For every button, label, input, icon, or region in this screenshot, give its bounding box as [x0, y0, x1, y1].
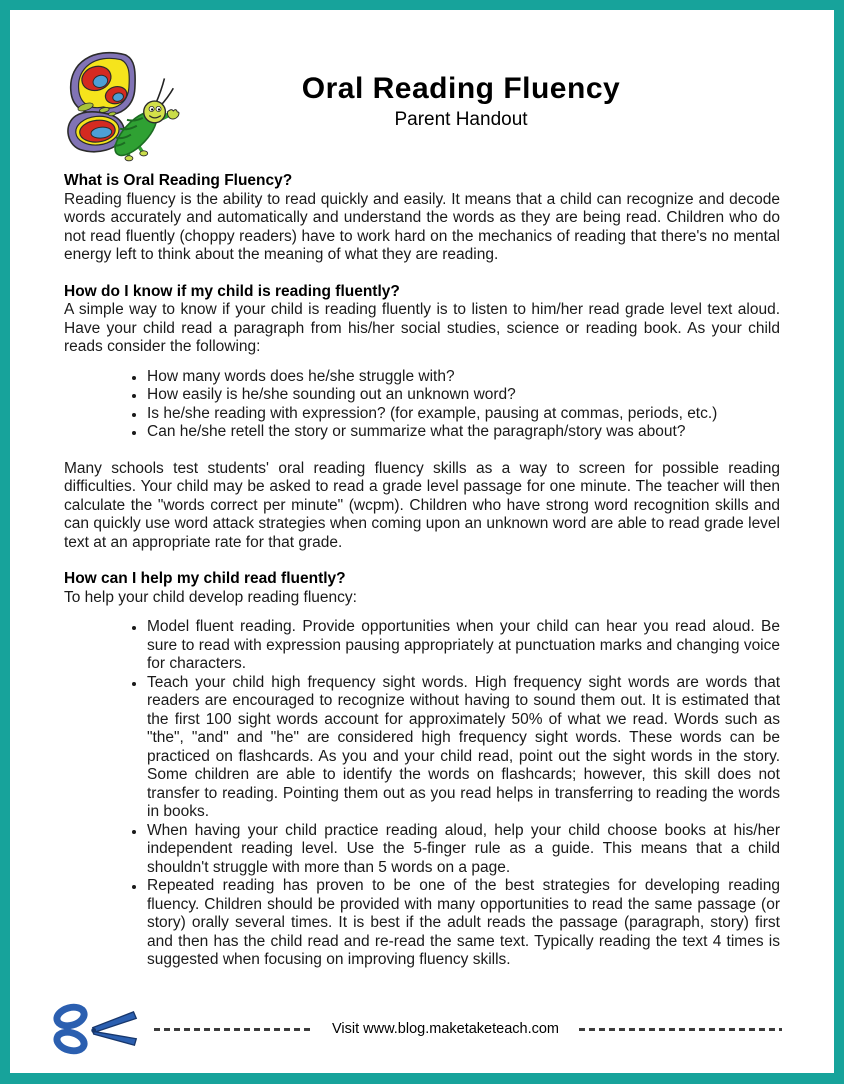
footer-cut-line — [52, 1003, 782, 1055]
document-page — [10, 10, 834, 1073]
visit-url-text: Visit www.blog.maketaketeach.com — [332, 1021, 560, 1037]
header — [10, 10, 834, 166]
section-heading: How do I know if my child is reading fluently? — [64, 282, 400, 300]
cut-dash-line-right — [579, 1028, 782, 1031]
section-how-do-i-know — [64, 283, 780, 442]
list-item: • When having your child practice reading aloud, help your child choose books at his/her independent reading level. Use the 5-finger rule as a guide. This means that a child shouldn't struggle with more than 5 words on a page. — [146, 822, 780, 878]
help-strategies-list — [64, 618, 780, 970]
section-heading: What is Oral Reading Fluency? — [64, 172, 293, 189]
list-item: • How easily is he/she sounding out an unknown word? — [146, 386, 780, 405]
section-what-is-fluency — [64, 172, 780, 265]
title-block — [10, 72, 834, 131]
section-paragraph: To help your child develop reading fluency: — [64, 588, 357, 606]
list-item: • Model fluent reading. Provide opportunities when your child can hear you read aloud. Be sure to read with expression pausing appropriately at punctuation marks and changing voice for characters. — [146, 618, 780, 674]
section-heading: How can I help my child read fluently? — [64, 570, 346, 587]
cut-dash-line-left — [154, 1028, 312, 1031]
section-paragraph: Many schools test students' oral reading fluency skills as a way to screen for possible reading difficulties. Your child may be asked to read a grade level passage for one minute. The teacher will then calculate the "words correct per minute" (wcpm). Children who have strong word recognition skills and can quickly use word attack strategies when coming upon an unknown word are able to read grade level text at an appropriate rate for that grade. — [64, 459, 780, 551]
page-title: Oral Reading Fluency — [301, 72, 621, 105]
document-body — [10, 166, 834, 970]
list-item: • Repeated reading has proven to be one of the best strategies for developing reading fluency. Children should be provided with many opportunities to read the same passage (or story) orally several times. It is best if the adult reads the passage (paragraph, story) first and then has the child read and re-read the same text. Typically reading the text 4 times is suggested when focusing on improving fluency skills. — [146, 877, 780, 970]
page-subtitle: Parent Handout — [394, 109, 528, 130]
fluency-check-list — [64, 368, 780, 442]
section-how-can-i-help — [64, 570, 780, 970]
list-item: • Can he/she retell the story or summarize what the paragraph/story was about? — [146, 423, 780, 442]
list-item: • Is he/she reading with expression? (for example, pausing at commas, periods, etc.) — [146, 405, 780, 424]
list-item: • How many words does he/she struggle with? — [146, 368, 780, 387]
list-item: • Teach your child high frequency sight words. High frequency sight words are words that readers are encouraged to recognize without having to sound them out. It is estimated that the first 100 sight words account for approximately 50% of what we read. Words such as "the", "and" and "he" are considered high frequency sight words. These words can be practiced on flashcards. As you and your child read, point out the sight words in the story. Some children are able to identify the words on flashcards; however, this skill does not transfer to reading. Pointing them out as you read helps in transferring to reading the words in books. — [146, 674, 780, 822]
section-paragraph: A simple way to know if your child is reading fluently is to listen to him/her read grade level text aloud. Have your child read a paragraph from his/her social studies, science or reading book. As your child reads consider the following: — [64, 301, 780, 355]
section-paragraph: Reading fluency is the ability to read quickly and easily. It means that a child can recognize and decode words accurately and automatically and understand the words as they are being read. Children who do not read fluently (choppy readers) have to work hard on the mechanics of reading that there's no mental energy left to think about the meaning of what they are reading. — [64, 190, 780, 263]
section-schools-testing — [64, 460, 780, 553]
scissors-icon — [52, 1003, 140, 1055]
